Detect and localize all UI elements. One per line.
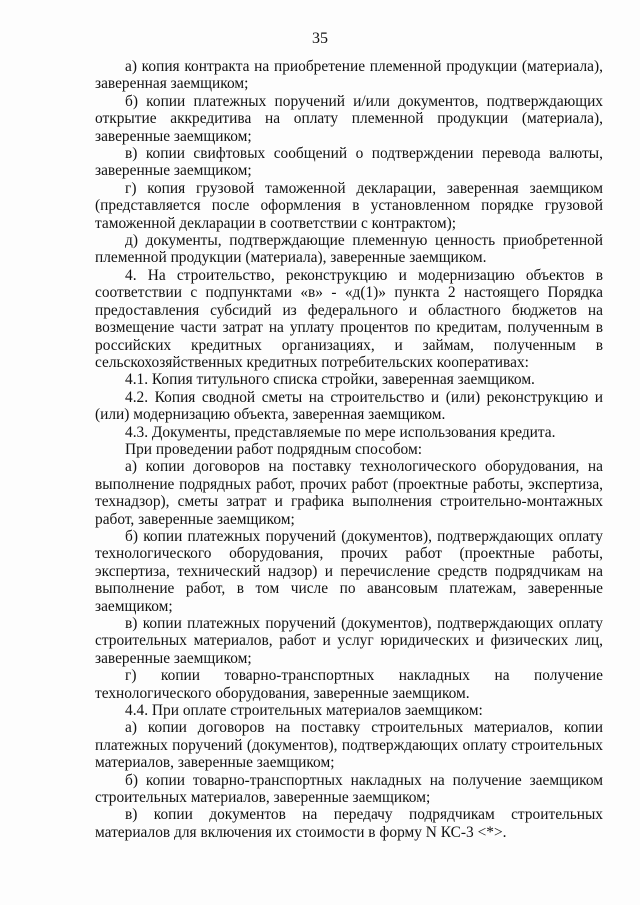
document-body: [95, 58, 603, 841]
paragraph-4-3: 4.3. Документы, представляемые по мере использования кредита.: [125, 423, 556, 441]
page-number: 35: [312, 30, 328, 47]
paragraph-d-breeding-value: д) документы, подтверждающие племенную ценность приобретенной племенной продукции (материала), заверенные заемщиком.: [95, 232, 603, 267]
paragraph-v-transfer-documents: в) копии документов на передачу подрядчикам строительных материалов для включения их стоимости в форму N КС-3 <*>.: [95, 806, 603, 841]
paragraph-4-2: 4.2. Копия сводной сметы на строительство и (или) реконструкцию и (или) модернизацию объекта, заверенная заемщиком.: [95, 388, 603, 424]
paragraph-g-waybills: г) копии товарно-транспортных накладных на получение технологического оборудования, заверенные заемщиком.: [95, 667, 603, 702]
paragraph-4-1: 4.1. Копия титульного списка стройки, заверенная заемщиком.: [125, 371, 535, 389]
paragraph-b-payment-orders: б) копии платежных поручений и/или документов, подтверждающих открытие аккредитива на оплату племенной продукции (материала), заверенные заемщиком;: [95, 92, 603, 145]
paragraph-b-materials-waybills: б) копии товарно-транспортных накладных на получение заемщиком строительных материалов, заверенные заемщиком;: [95, 771, 603, 807]
paragraph-b-equipment-payments: б) копии платежных поручений (документов), подтверждающих оплату технологического оборудования, прочих работ (проектные работы, экспертиза, технический надзор) и перечисление средств подрядчикам на выполнение работ, в том числе по авансовым платежам, заверенные заемщиком;: [95, 527, 603, 615]
paragraph-g-customs: г) копия грузовой таможенной декларации, заверенная заемщиком (представляется после оформления в установленном порядке грузовой таможенной декларации в соответствии с контрактом);: [95, 179, 603, 232]
paragraph-v-materials-payments: в) копии платежных поручений (документов), подтверждающих оплату строительных материалов, работ и услуг юридических и физических лиц, заверенные заемщиком;: [95, 615, 603, 667]
paragraph-a-equipment-contracts: а) копии договоров на поставку технологического оборудования, на выполнение подрядных работ, прочих работ (проектные работы, экспертиза, технадзор), сметы затрат и графика выполнения строительно-монтажных работ, заверенные заемщиком;: [95, 458, 603, 528]
paragraph-v-swift: в) копии свифтовых сообщений о подтверждении перевода валюты, заверенные заемщиком;: [95, 145, 603, 180]
paragraph-a-contract: а) копия контракта на приобретение племенной продукции (материала), заверенная заемщиком;: [95, 58, 603, 93]
paragraph-4-4: 4.4. При оплате строительных материалов заемщиком:: [125, 702, 483, 720]
paragraph-4-construction: 4. На строительство, реконструкцию и модернизацию объектов в соответствии с подпунктами «в» - «д(1)» пункта 2 настоящего Порядка предоставления субсидий из федерального и областного бюджетов на возмещение части затрат на уплату процентов по кредитам, полученным в российских кредитных организациях, и займам, полученным в сельскохозяйственных кредитных потребительских кооперативах:: [95, 266, 603, 371]
paragraph-contract-method: При проведении работ подрядным способом:: [125, 440, 422, 458]
paragraph-a-materials-contracts: а) копии договоров на поставку строительных материалов, копии платежных поручений (документов), подтверждающих оплату строительных материалов, заверенные заемщиком;: [95, 719, 603, 772]
